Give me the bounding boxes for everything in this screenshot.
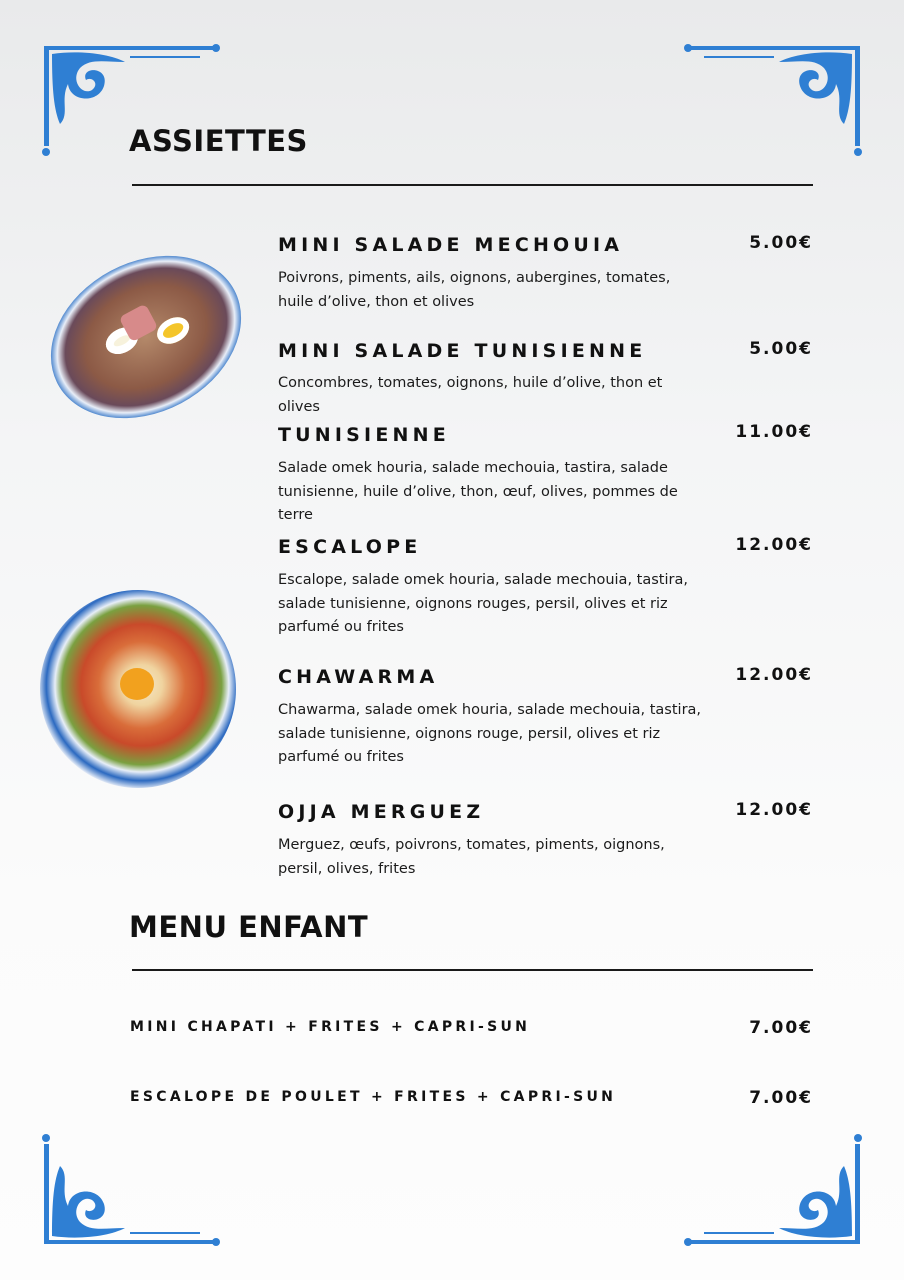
section-title-assiettes: ASSIETTES [129,124,308,158]
item-price: 7.00€ [749,1088,813,1108]
divider [132,969,813,971]
item-price: 5.00€ [749,233,813,253]
item-name: ESCALOPE [278,536,422,558]
item-name: MINI SALADE TUNISIENNE [278,340,647,362]
item-description: Salade omek houria, salade mechouia, tastira, salade tunisienne, huile d’olive, thon, œuf, olives, pommes de terre [278,460,678,523]
item-price: 5.00€ [749,339,813,359]
item-name: ESCALOPE DE POULET + FRITES + CAPRI-SUN [130,1089,617,1105]
chawarma-plate-image [40,590,236,788]
item-description: Concombres, tomates, oignons, huile d’olive, thon et olives [278,375,663,415]
corner-ornament-top-right [684,40,864,160]
item-price: 12.00€ [735,800,813,820]
item-description: Merguez, œufs, poivrons, tomates, piments, oignons, persil, olives, frites [278,837,665,877]
corner-ornament-bottom-right [684,1130,864,1250]
item-price: 7.00€ [749,1018,813,1038]
item-price: 12.00€ [735,665,813,685]
salad-plate-image [22,224,269,450]
item-name: OJJA MERGUEZ [278,801,485,823]
item-name: MINI SALADE MECHOUIA [278,234,624,256]
item-name: CHAWARMA [278,666,439,688]
divider [132,184,813,186]
item-price: 12.00€ [735,535,813,555]
item-name: MINI CHAPATI + FRITES + CAPRI-SUN [130,1019,531,1035]
item-description: Escalope, salade omek houria, salade mechouia, tastira, salade tunisienne, oignons rouges, persil, olives et riz parfumé ou frites [278,572,688,635]
item-name: TUNISIENNE [278,424,450,446]
item-description: Chawarma, salade omek houria, salade mechouia, tastira, salade tunisienne, oignons rouge, persil, olives et riz parfumé ou frites [278,702,702,765]
section-title-menu-enfant: MENU ENFANT [129,910,369,944]
item-description: Poivrons, piments, ails, oignons, aubergines, tomates, huile d’olive, thon et olives [278,270,671,310]
item-price: 11.00€ [735,422,813,442]
corner-ornament-bottom-left [40,1130,220,1250]
